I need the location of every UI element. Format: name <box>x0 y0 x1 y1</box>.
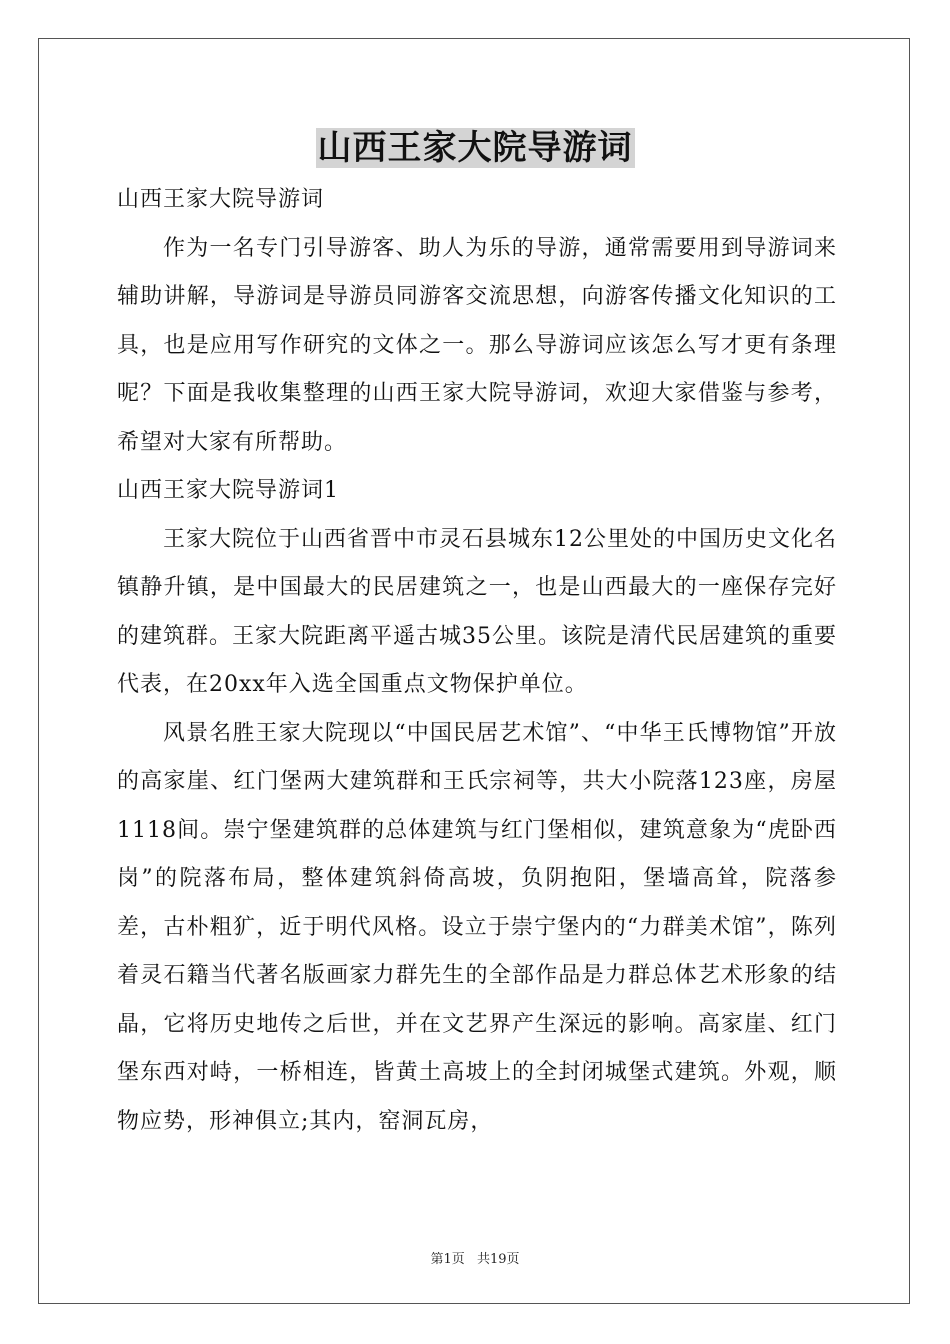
page-footer <box>0 1248 950 1267</box>
section-heading: 山西王家大院导游词 <box>117 187 325 212</box>
document-title: 山西王家大院导游词 <box>317 128 633 168</box>
page-total: 共19页 <box>476 1252 520 1267</box>
section-heading-1: 山西王家大院导游词1 <box>117 478 339 503</box>
page-number: 第1页 <box>430 1252 465 1267</box>
body-paragraph: 王家大院位于山西省晋中市灵石县城东12公里处的中国历史文化名镇静升镇，是中国最大的民居建筑之一，也是山西最大的一座保存完好的建筑群。王家大院距离平遥古城35公里。该院是清代民居建筑的重要代表，在20xx年入选全国重点文物保护单位。 <box>117 526 837 697</box>
title-container <box>0 128 950 168</box>
document-body <box>117 176 837 1146</box>
intro-paragraph: 作为一名专门引导游客、助人为乐的导游，通常需要用到导游词来辅助讲解，导游词是导游员同游客交流思想，向游客传播文化知识的工具，也是应用写作研究的文体之一。那么导游词应该怎么写才更有条理呢？下面是我收集整理的山西王家大院导游词，欢迎大家借鉴与参考，希望对大家有所帮助。 <box>117 235 837 455</box>
body-paragraph: 风景名胜王家大院现以“中国民居艺术馆”、“中华王氏博物馆”开放的高家崖、红门堡两大建筑群和王氏宗祠等，共大小院落123座，房屋1118间。崇宁堡建筑群的总体建筑与红门堡相似，建筑意象为“虎卧西岗”的院落布局，整体建筑斜倚高坡，负阴抱阳，堡墙高耸，院落参差，古朴粗犷，近于明代风格。设立于崇宁堡内的“力群美术馆”，陈列着灵石籍当代著名版画家力群先生的全部作品是力群总体艺术形象的结晶，它将历史地传之后世，并在文艺界产生深远的影响。高家崖、红门堡东西对峙，一桥相连，皆黄土高坡上的全封闭城堡式建筑。外观，顺物应势，形神俱立;其内，窑洞瓦房， <box>117 720 837 1134</box>
